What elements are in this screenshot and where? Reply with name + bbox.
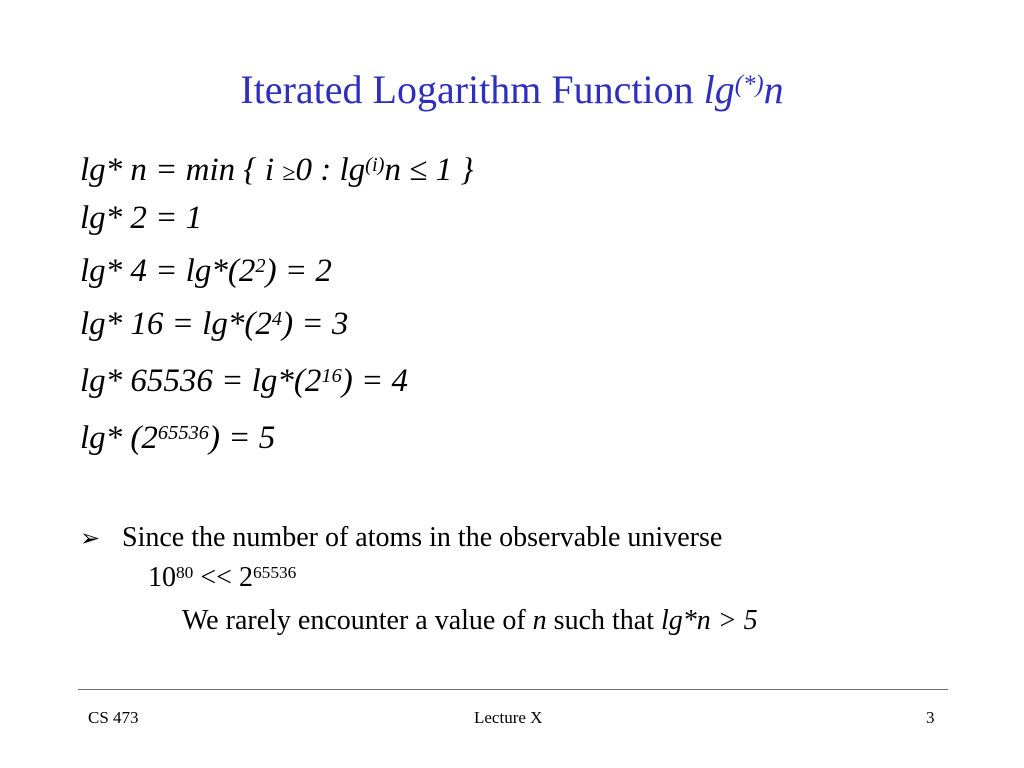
footer-course: CS 473 [88,708,139,727]
eq-text: lg* 4 = lg*(2 [80,253,256,289]
eq-text: n ≤ 1 } [384,152,474,188]
equation-lg4 [80,251,332,291]
conclusion-text: We rarely encounter a value of [182,605,533,636]
geq-symbol: ≥ [282,160,296,186]
eq-superscript: 4 [271,307,283,330]
equation-lg65536 [80,361,408,401]
equation-lg2 [80,198,202,238]
eq-text: lg* 65536 = lg*(2 [80,363,322,399]
eq-superscript: 2 [255,254,266,277]
equation-definition [80,150,474,193]
comparison-exponent: 65536 [252,563,297,583]
eq-text: ) = 4 [341,363,409,399]
equation-lg16 [80,304,348,344]
comparison-exponent: 80 [176,563,194,583]
eq-text: 0 : lg [295,152,366,188]
eq-superscript: (i) [365,153,385,176]
comparison-line [148,560,296,596]
slide-title [0,62,1024,118]
eq-superscript: 16 [321,364,342,387]
equation-lg2-65536 [80,418,275,458]
conclusion-line [182,603,758,639]
eq-text: lg* 2 = 1 [80,200,203,236]
eq-superscript: 65536 [157,421,210,444]
title-superscript: (*) [734,70,764,98]
eq-text: lg* (2 [80,420,158,456]
eq-text: lg* 16 = lg*(2 [80,306,272,342]
eq-text: ) = 5 [209,420,276,456]
title-text: Iterated Logarithm Function [240,67,704,112]
title-lg: lg [703,67,735,112]
bullet-text: Since the number of atoms in the observable universe [122,522,723,553]
conclusion-n: n [532,605,547,636]
comparison-operator: << 2 [193,562,253,593]
title-n: n [763,67,784,112]
footer-divider [78,689,948,690]
arrow-bullet-icon: ➢ [80,526,101,552]
footer-lecture: Lecture X [474,708,543,727]
footer-page-number: 3 [926,708,935,727]
comparison-base: 10 [148,562,176,593]
eq-text: ) = 2 [265,253,332,289]
conclusion-text: such that [546,605,661,636]
conclusion-expression: lg*n > 5 [660,605,758,636]
bullet-item [80,520,722,557]
eq-text: lg* n = min { i [80,152,283,188]
eq-text: ) = 3 [282,306,349,342]
